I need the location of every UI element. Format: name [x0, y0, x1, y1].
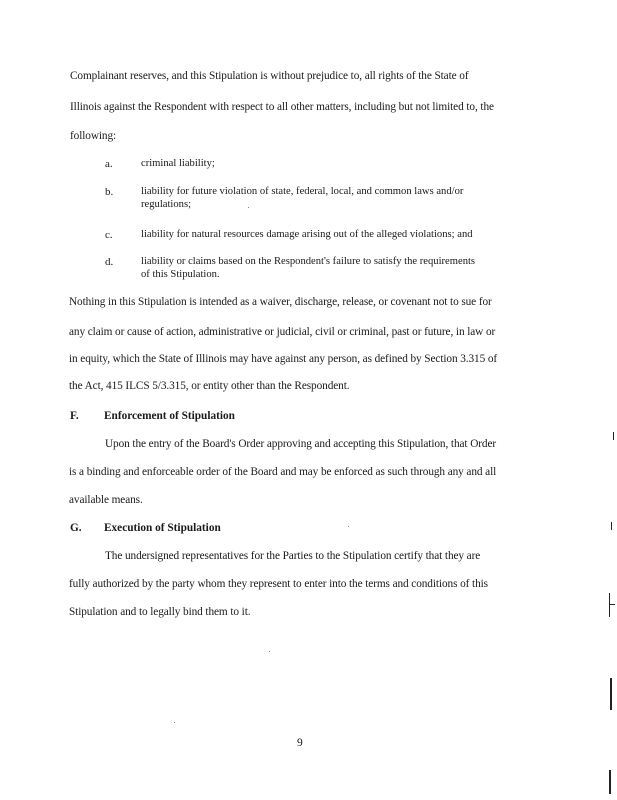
- scan-mark: [611, 522, 612, 530]
- item-a-letter: a.: [105, 158, 113, 170]
- section-f-letter: F.: [70, 410, 79, 422]
- item-d-letter: d.: [105, 256, 114, 268]
- item-c-letter: c.: [105, 229, 113, 241]
- item-d-text-line-1: liability or claims based on the Respondent's failure to satisfy the requirements: [141, 256, 476, 267]
- scan-speck: [348, 526, 349, 527]
- page-number: 9: [297, 737, 303, 749]
- waiver-line-4: the Act, 415 ILCS 5/3.315, or entity other than the Respondent.: [69, 380, 350, 392]
- section-g-title: Execution of Stipulation: [104, 522, 221, 534]
- waiver-line-1: Nothing in this Stipulation is intended as a waiver, discharge, release, or covenant not to sue for: [69, 296, 492, 308]
- scan-mark: [609, 593, 610, 617]
- section-f-line-1: Upon the entry of the Board's Order approving and accepting this Stipulation, that Order: [105, 438, 497, 450]
- item-b-letter: b.: [105, 186, 114, 198]
- section-g-line-2: fully authorized by the party whom they represent to enter into the terms and conditions of this: [69, 578, 488, 590]
- item-d-text-line-2: of this Stipulation.: [141, 269, 220, 280]
- scan-speck: [248, 207, 249, 208]
- section-g-line-3: Stipulation and to legally bind them to it.: [69, 606, 251, 618]
- section-f-title: Enforcement of Stipulation: [104, 410, 235, 422]
- section-g-letter: G.: [70, 522, 82, 534]
- waiver-line-3: in equity, which the State of Illinois may have against any person, as defined by Section 3.315 of: [69, 353, 498, 365]
- scan-mark: [610, 678, 612, 710]
- scan-mark: [609, 770, 611, 794]
- item-b-text-line-2: regulations;: [141, 199, 192, 210]
- scan-mark: [609, 604, 615, 605]
- scan-speck: [174, 722, 175, 723]
- waiver-line-2: any claim or cause of action, administrative or judicial, civil or criminal, past or future, in law or: [69, 326, 496, 338]
- item-b-text-line-1: liability for future violation of state, federal, local, and common laws and/or: [141, 186, 464, 197]
- section-g-line-1: The undersigned representatives for the Parties to the Stipulation certify that they are: [105, 550, 481, 562]
- intro-line-2: Illinois against the Respondent with respect to all other matters, including but not limited to, the: [70, 101, 494, 113]
- scan-mark: [613, 432, 614, 440]
- item-a-text-line-1: criminal liability;: [141, 158, 215, 169]
- intro-line-3: following:: [70, 130, 117, 142]
- item-c-text-line-1: liability for natural resources damage arising out of the alleged violations; and: [141, 229, 473, 240]
- intro-line-1: Complainant reserves, and this Stipulation is without prejudice to, all rights of the State of: [70, 70, 469, 82]
- section-f-line-2: is a binding and enforceable order of the Board and may be enforced as such through any and all: [69, 466, 497, 478]
- scan-speck: [269, 651, 270, 652]
- section-f-line-3: available means.: [69, 494, 143, 506]
